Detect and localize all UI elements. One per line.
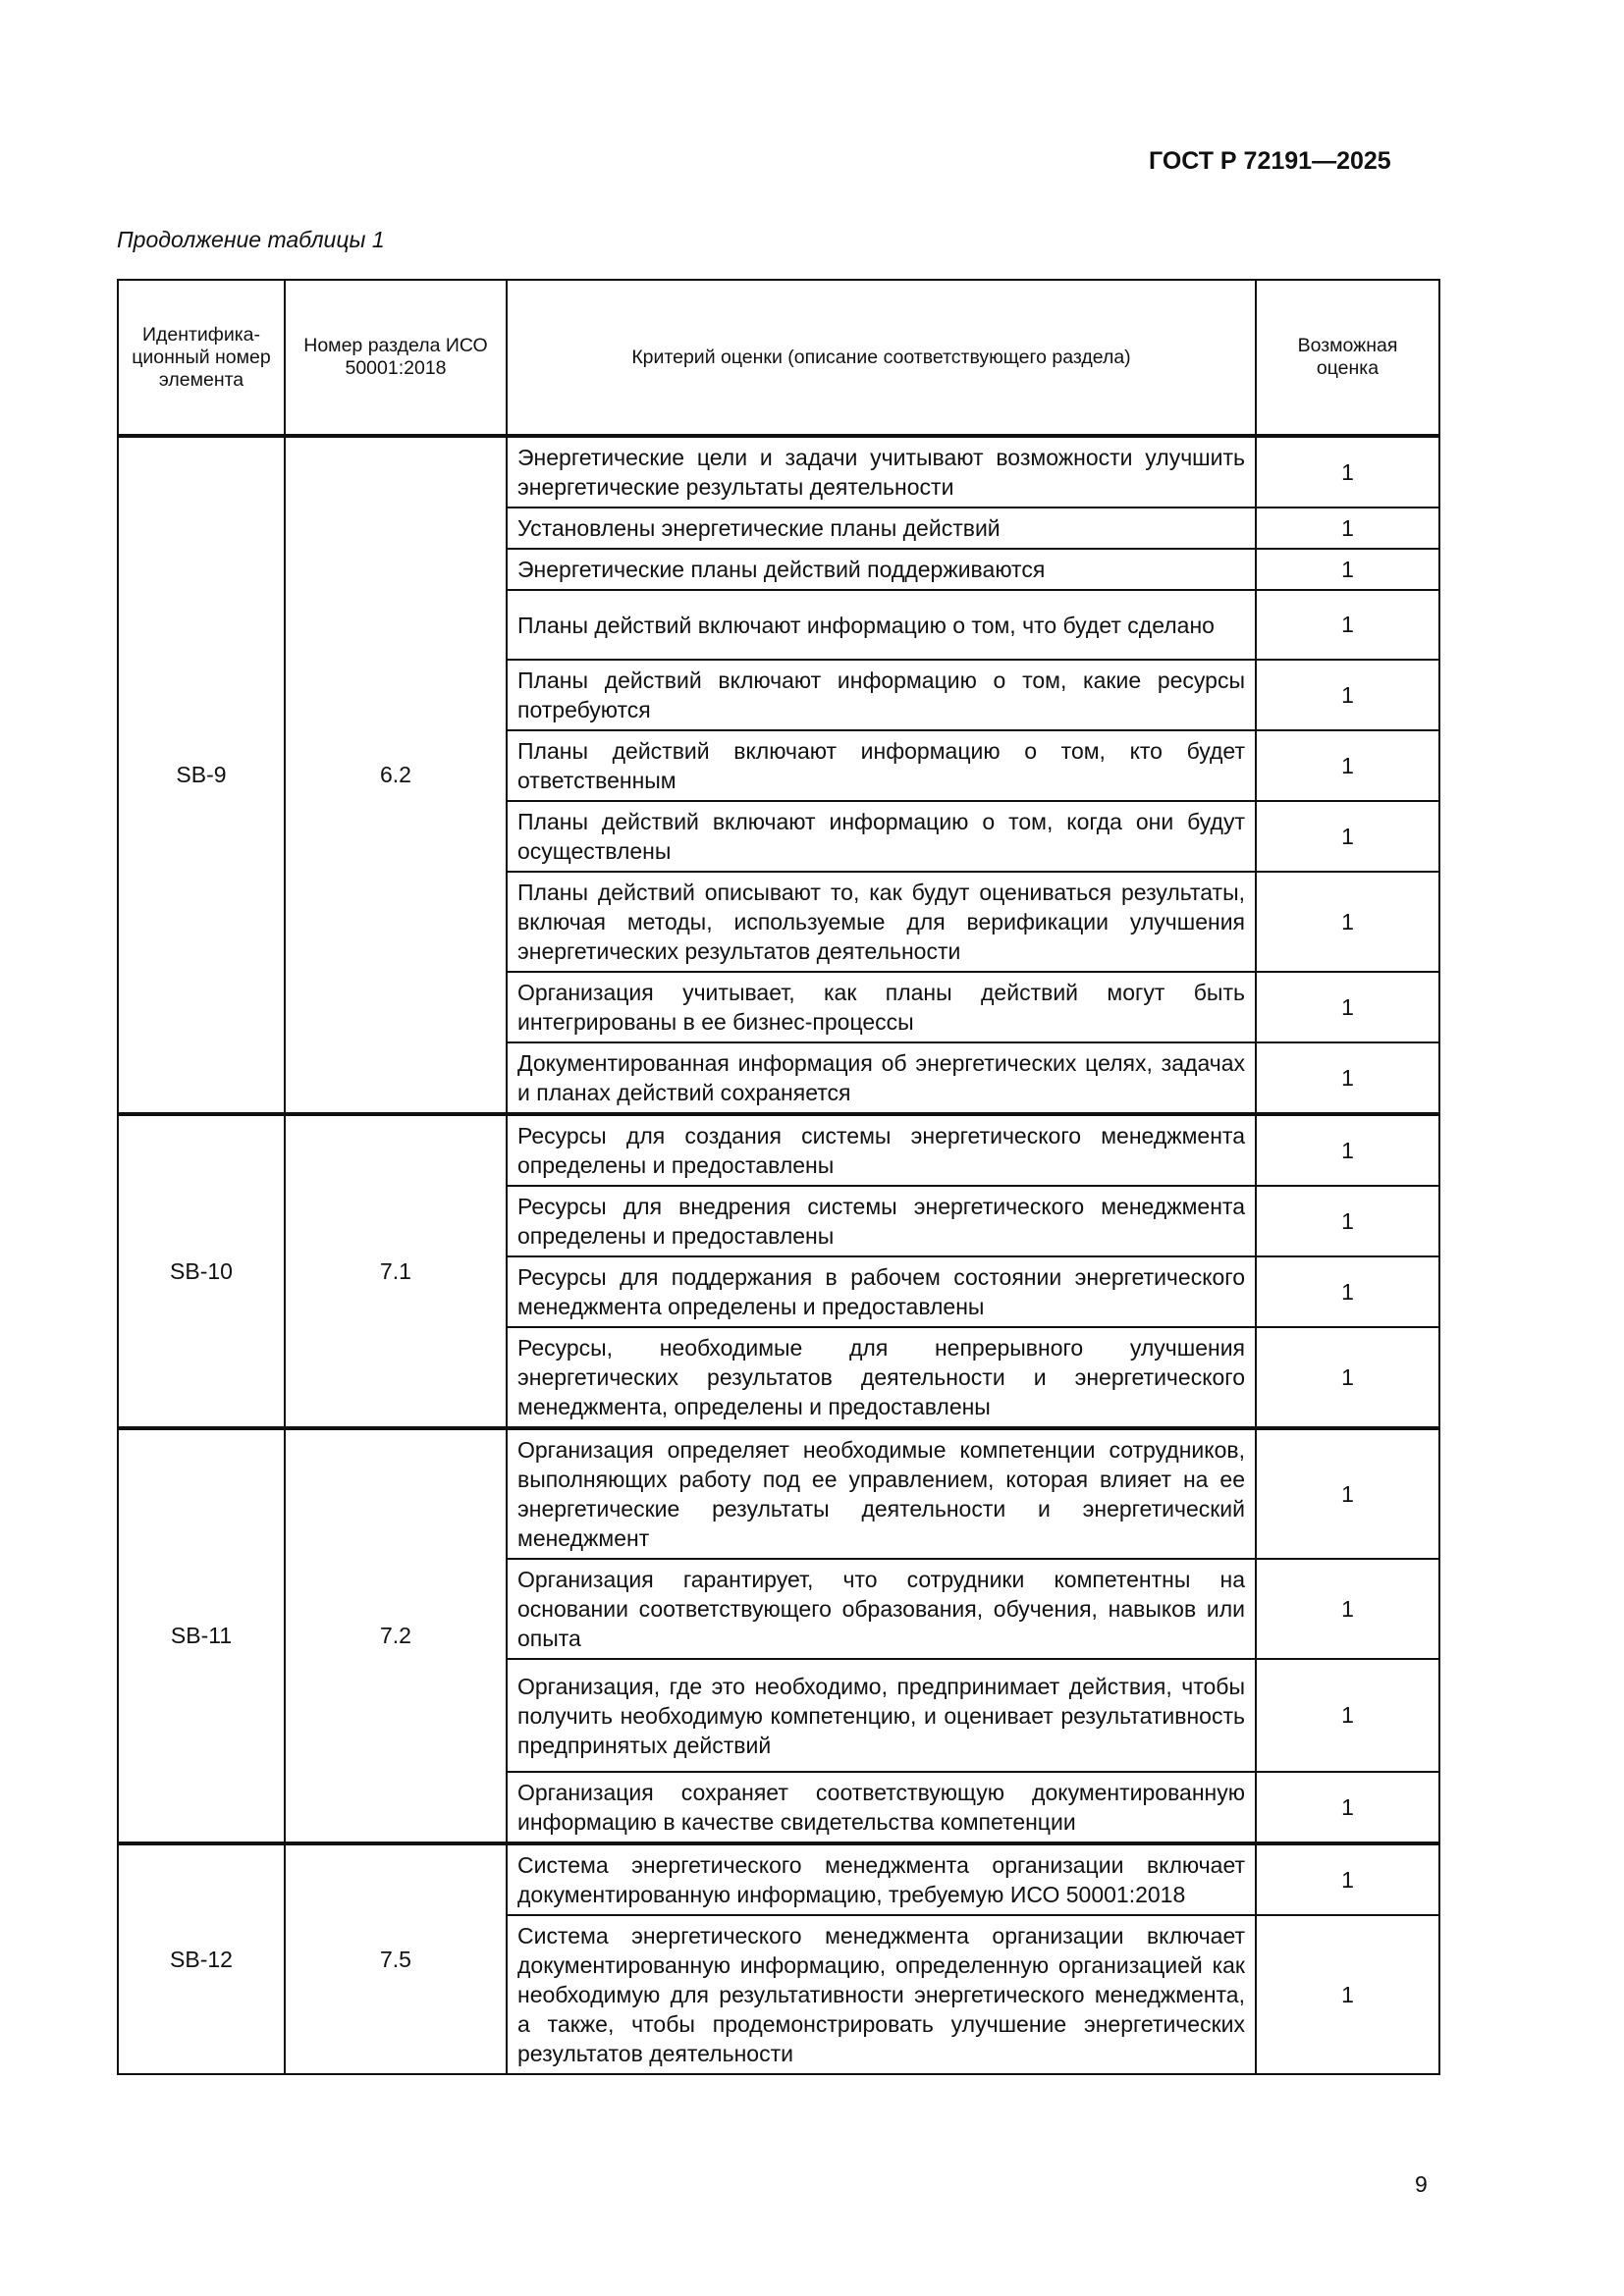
criterion-cell: Планы действий включают информацию о том, какие ресурсы потребуются	[507, 660, 1256, 730]
score-cell: 1	[1256, 1843, 1439, 1915]
table-row	[118, 1114, 1439, 1186]
score-cell: 1	[1256, 1114, 1439, 1186]
column-header-section: Номер раздела ИСО 50001:2018	[285, 280, 507, 436]
table-row	[118, 1428, 1439, 1559]
element-id-cell: SB-10	[118, 1114, 285, 1428]
section-number-cell: 7.2	[285, 1428, 507, 1843]
criterion-cell: Ресурсы, необходимые для непрерывного улучшения энергетических результатов деятельности и энергетического менеджмента, определены и предоставлены	[507, 1327, 1256, 1428]
score-cell: 1	[1256, 549, 1439, 590]
page-number: 9	[1415, 2171, 1428, 2197]
criterion-cell: Планы действий включают информацию о том, когда они будут осуществлены	[507, 801, 1256, 872]
score-cell: 1	[1256, 1327, 1439, 1428]
table-header-row	[118, 280, 1439, 436]
score-cell: 1	[1256, 1256, 1439, 1327]
criterion-cell: Ресурсы для внедрения системы энергетического менеджмента определены и предоставлены	[507, 1186, 1256, 1256]
section-number-cell: 7.1	[285, 1114, 507, 1428]
element-id-cell: SB-12	[118, 1843, 285, 2074]
criterion-cell: Организация гарантирует, что сотрудники компетентны на основании соответствующего образования, обучения, навыков или опыта	[507, 1559, 1256, 1659]
criterion-cell: Ресурсы для поддержания в рабочем состоянии энергетического менеджмента определены и предоставлены	[507, 1256, 1256, 1327]
column-header-score: Возможная оценка	[1256, 280, 1439, 436]
criterion-cell: Ресурсы для создания системы энергетического менеджмента определены и предоставлены	[507, 1114, 1256, 1186]
table-row	[118, 1843, 1439, 1915]
criterion-cell: Организация, где это необходимо, предпринимает действия, чтобы получить необходимую компетенцию, и оценивает результативность предпринятых действий	[507, 1659, 1256, 1772]
table-row	[118, 436, 1439, 507]
score-cell: 1	[1256, 1659, 1439, 1772]
document-code: ГОСТ Р 72191—2025	[1149, 147, 1391, 175]
criterion-cell: Документированная информация об энергетических целях, задачах и планах действий сохраняется	[507, 1042, 1256, 1114]
table-caption: Продолжение таблицы 1	[117, 227, 385, 252]
criterion-cell: Энергетические цели и задачи учитывают возможности улучшить энергетические результаты деятельности	[507, 436, 1256, 507]
score-cell: 1	[1256, 660, 1439, 730]
criterion-cell: Планы действий описывают то, как будут оцениваться результаты, включая методы, используемые для верификации улучшения энергетических результатов деятельности	[507, 872, 1256, 972]
column-header-id: Идентифика-ционный номер элемента	[118, 280, 285, 436]
criterion-cell: Организация учитывает, как планы действий могут быть интегрированы в ее бизнес-процессы	[507, 972, 1256, 1042]
score-cell: 1	[1256, 507, 1439, 549]
score-cell: 1	[1256, 1428, 1439, 1559]
criterion-cell: Организация сохраняет соответствующую документированную информацию в качестве свидетельства компетенции	[507, 1772, 1256, 1843]
score-cell: 1	[1256, 801, 1439, 872]
score-cell: 1	[1256, 872, 1439, 972]
score-cell: 1	[1256, 1772, 1439, 1843]
criterion-cell: Энергетические планы действий поддерживаются	[507, 549, 1256, 590]
criterion-cell: Планы действий включают информацию о том, что будет сделано	[507, 590, 1256, 660]
column-header-criterion: Критерий оценки (описание соответствующего раздела)	[507, 280, 1256, 436]
criterion-cell: Система энергетического менеджмента организации включает документированную информацию, требуемую ИСО 50001:2018	[507, 1843, 1256, 1915]
score-cell: 1	[1256, 1559, 1439, 1659]
criterion-cell: Планы действий включают информацию о том, кто будет ответственным	[507, 730, 1256, 801]
element-id-cell: SB-11	[118, 1428, 285, 1843]
section-number-cell: 6.2	[285, 436, 507, 1114]
criterion-cell: Система энергетического менеджмента организации включает документированную информацию, определенную организацией как необходимую для результативности энергетического менеджмента, а также, чтобы продемонстрировать улучшение энергетических результатов деятельности	[507, 1915, 1256, 2074]
score-cell: 1	[1256, 1915, 1439, 2074]
assessment-table	[117, 279, 1440, 2075]
score-cell: 1	[1256, 730, 1439, 801]
score-cell: 1	[1256, 590, 1439, 660]
score-cell: 1	[1256, 436, 1439, 507]
score-cell: 1	[1256, 1042, 1439, 1114]
criterion-cell: Организация определяет необходимые компетенции сотрудников, выполняющих работу под ее управлением, которая влияет на ее энергетические результаты деятельности и энергетический менеджмент	[507, 1428, 1256, 1559]
section-number-cell: 7.5	[285, 1843, 507, 2074]
score-cell: 1	[1256, 972, 1439, 1042]
criterion-cell: Установлены энергетические планы действий	[507, 507, 1256, 549]
score-cell: 1	[1256, 1186, 1439, 1256]
element-id-cell: SB-9	[118, 436, 285, 1114]
